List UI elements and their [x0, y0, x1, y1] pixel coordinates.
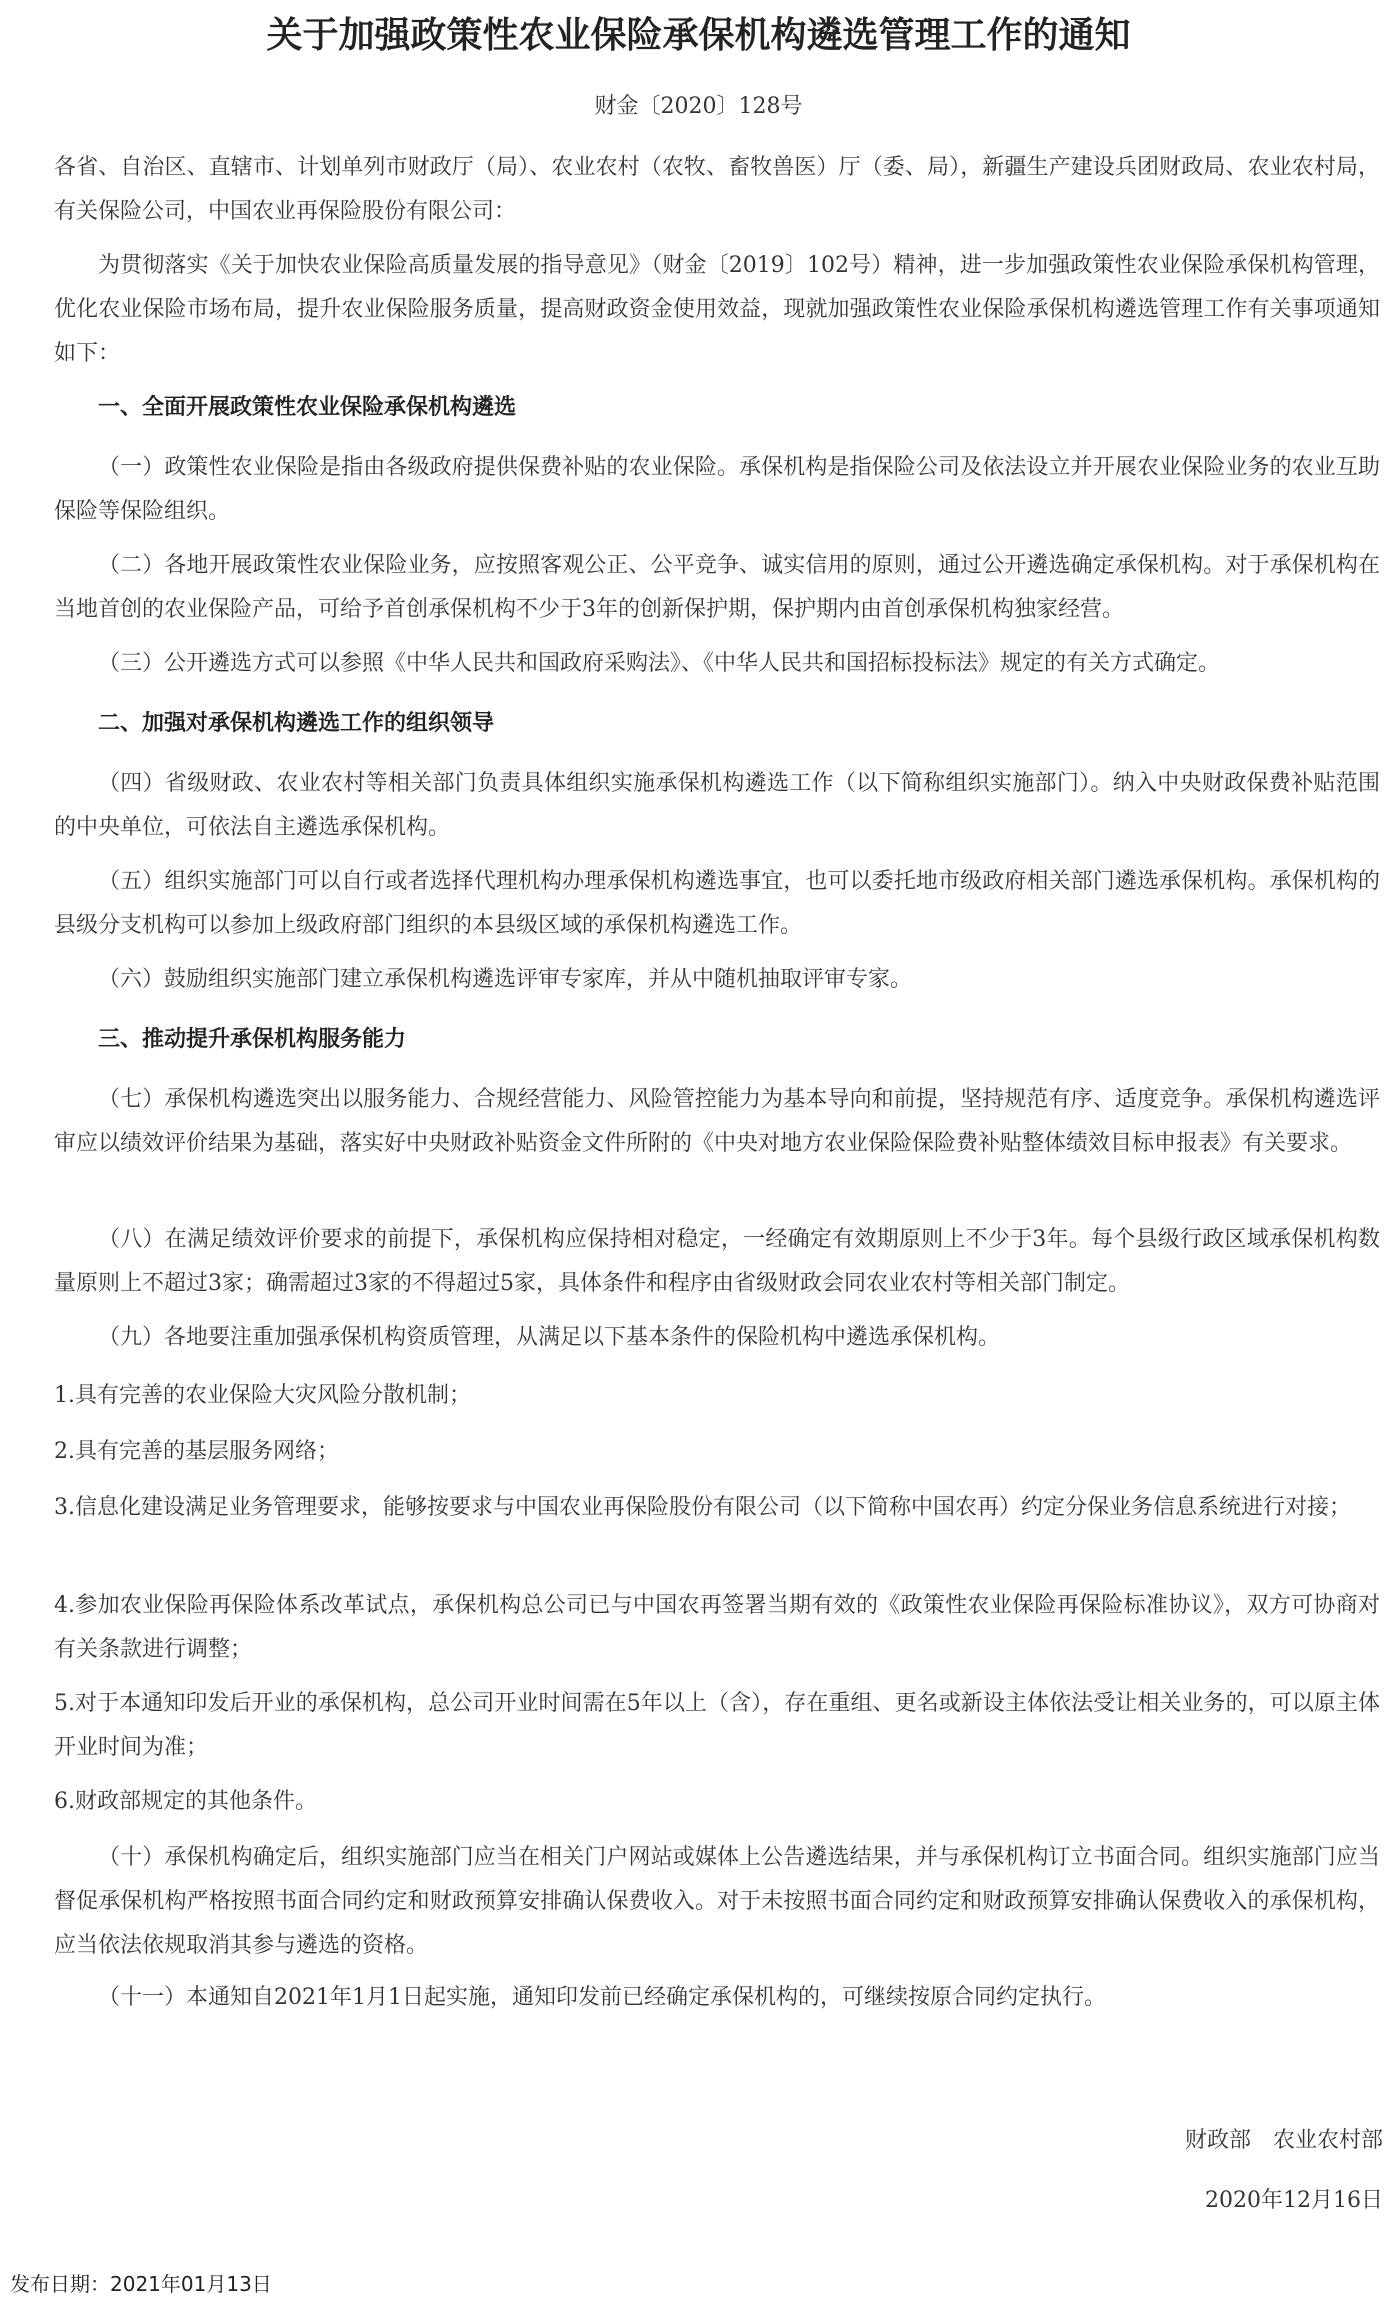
publish-date: 发布日期：2021年01月13日 [10, 2272, 272, 2296]
paragraph-7: （七）承保机构遴选突出以服务能力、合规经营能力、风险管控能力为基本导向和前提，坚持规范有序、适度竞争。承保机构遴选评审应以绩效评价结果为基础，落实好中央财政补贴资金文件所附的《中央对地方农业保险保险费补贴整体绩效目标申报表》有关要求。 [54, 1087, 1380, 1156]
addressees: 各省、自治区、直辖市、计划单列市财政厅（局）、农业农村（农牧、畜牧兽医）厅（委、局），新疆生产建设兵团财政局、农业农村局，有关保险公司，中国农业再保险股份有限公司： [54, 155, 1380, 224]
paragraph-9: （九）各地要注重加强承保机构资质管理，从满足以下基本条件的保险机构中遴选承保机构。 [98, 1325, 1001, 1350]
condition-3: 3.信息化建设满足业务管理要求，能够按要求与中国农业再保险股份有限公司（以下简称中国农再）约定分保业务信息系统进行对接； [54, 1495, 1351, 1520]
paragraph-1: （一）政策性农业保险是指由各级政府提供保费补贴的农业保险。承保机构是指保险公司及依法设立并开展农业保险业务的农业互助保险等保险组织。 [54, 455, 1380, 524]
paragraph-11: （十一）本通知自2021年1月1日起实施，通知印发前已经确定承保机构的，可继续按原合同约定执行。 [98, 1985, 1106, 2010]
paragraph-10: （十）承保机构确定后，组织实施部门应当在相关门户网站或媒体上公告遴选结果，并与承保机构订立书面合同。组织实施部门应当督促承保机构严格按照书面合同约定和财政预算安排确认保费收入。对于未按照书面合同约定和财政预算安排确认保费收入的承保机构，应当依法依规取消其参与遴选的资格。 [54, 1845, 1380, 1958]
paragraph-6: （六）鼓励组织实施部门建立承保机构遴选评审专家库，并从中随机抽取评审专家。 [98, 967, 913, 992]
section-heading-2: 二、加强对承保机构遴选工作的组织领导 [98, 711, 495, 736]
condition-1: 1.具有完善的农业保险大灾风险分散机制； [54, 1383, 471, 1408]
condition-6: 6.财政部规定的其他条件。 [54, 1789, 317, 1814]
intro-paragraph: 为贯彻落实《关于加快农业保险高质量发展的指导意见》（财金〔2019〕102号）精神，进一步加强政策性农业保险承保机构管理，优化农业保险市场布局，提升农业保险服务质量，提高财政资金使用效益，现就加强政策性农业保险承保机构遴选管理工作有关事项通知如下： [54, 253, 1380, 366]
condition-2: 2.具有完善的基层服务网络； [54, 1439, 339, 1464]
section-heading-3: 三、推动提升承保机构服务能力 [98, 1027, 407, 1052]
document-number: 财金〔2020〕128号 [594, 94, 803, 119]
section-heading-1: 一、全面开展政策性农业保险承保机构遴选 [98, 395, 517, 420]
paragraph-4: （四）省级财政、农业农村等相关部门负责具体组织实施承保机构遴选工作（以下简称组织实施部门）。纳入中央财政保费补贴范围的中央单位，可依法自主遴选承保机构。 [54, 771, 1380, 840]
paragraph-5: （五）组织实施部门可以自行或者选择代理机构办理承保机构遴选事宜，也可以委托地市级政府相关部门遴选承保机构。承保机构的县级分支机构可以参加上级政府部门组织的本县级区域的承保机构遴选工作。 [54, 869, 1380, 938]
paragraph-2: （二）各地开展政策性农业保险业务，应按照客观公正、公平竞争、诚实信用的原则，通过公开遴选确定承保机构。对于承保机构在当地首创的农业保险产品，可给予首创承保机构不少于3年的创新保护期，保护期内由首创承保机构独家经营。 [54, 553, 1380, 622]
condition-5: 5.对于本通知印发后开业的承保机构，总公司开业时间需在5年以上（含），存在重组、更名或新设主体依法受让相关业务的，可以原主体开业时间为准； [54, 1691, 1380, 1760]
issue-date: 2020年12月16日 [1205, 2188, 1383, 2213]
issuing-departments: 财政部 农业农村部 [1184, 2128, 1383, 2153]
page-title: 关于加强政策性农业保险承保机构遴选管理工作的通知 [266, 15, 1131, 56]
paragraph-8: （八）在满足绩效评价要求的前提下，承保机构应保持相对稳定，一经确定有效期原则上不少于3年。每个县级行政区域承保机构数量原则上不超过3家；确需超过3家的不得超过5家，具体条件和程序由省级财政会同农业农村等相关部门制定。 [54, 1227, 1380, 1296]
condition-4: 4.参加农业保险再保险体系改革试点，承保机构总公司已与中国农再签署当期有效的《政策性农业保险再保险标准协议》，双方可协商对有关条款进行调整； [54, 1593, 1380, 1662]
paragraph-3: （三）公开遴选方式可以参照《中华人民共和国政府采购法》、《中华人民共和国招标投标法》规定的有关方式确定。 [98, 651, 1221, 676]
